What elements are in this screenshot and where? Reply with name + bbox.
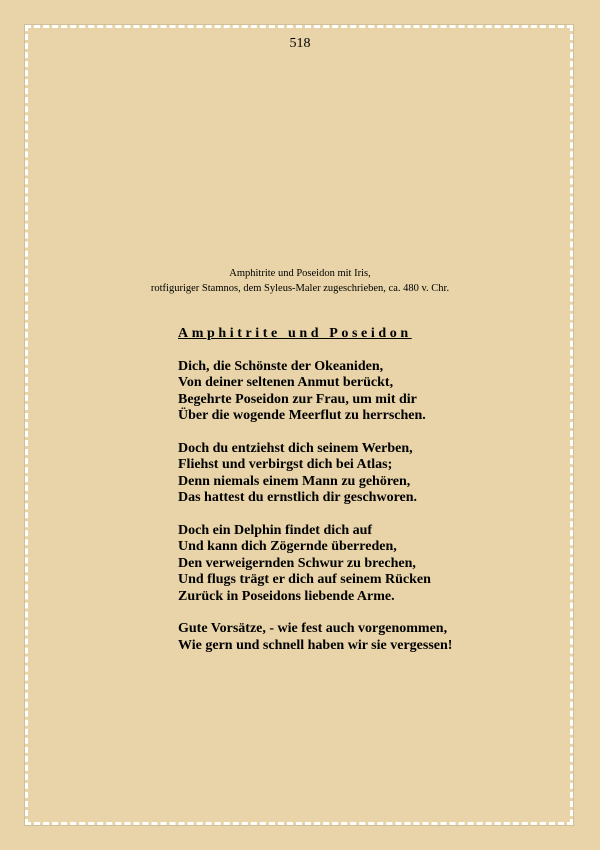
poem-line: Das hattest du ernstlich dir geschworen. xyxy=(178,490,418,506)
poem-line: Gute Vorsätze, - wie fest auch vorgenommen, xyxy=(178,621,448,637)
poem-line: Von deiner seltenen Anmut berückt, xyxy=(178,375,394,391)
poem-title: Amphitrite und Poseidon xyxy=(178,326,412,341)
poem-line: Den verweigernden Schwur zu brechen, xyxy=(178,555,416,571)
page-number: 518 xyxy=(289,36,311,51)
poem-line: Wie gern und schnell haben wir sie vergessen! xyxy=(178,637,453,653)
poem-line: Zurück in Poseidons liebende Arme. xyxy=(178,588,395,604)
poem-line: Über die wogende Meerflut zu herrschen. xyxy=(178,408,426,424)
poem-line: Denn niemals einem Mann zu gehören, xyxy=(178,473,411,489)
poem-line: Und kann dich Zögernde überreden, xyxy=(178,539,397,555)
stanza-3 xyxy=(178,523,452,605)
poem-line: Und flugs trägt er dich auf seinem Rücken xyxy=(178,572,431,588)
poem-line: Begehrte Poseidon zur Frau, um mit dir xyxy=(178,391,417,407)
caption-line-1: Amphitrite und Poseidon mit Iris, xyxy=(229,268,371,279)
poem-body xyxy=(178,359,452,671)
stanza-1 xyxy=(178,359,452,425)
poem-line: Doch du entziehst dich seinem Werben, xyxy=(178,441,413,457)
stanza-2 xyxy=(178,441,452,507)
caption-line-2: rotfiguriger Stamnos, dem Syleus-Maler zugeschrieben, ca. 480 v. Chr. xyxy=(150,283,450,294)
image-caption xyxy=(0,266,600,296)
poem-line: Fliehst und verbirgst dich bei Atlas; xyxy=(178,457,393,473)
poem-line: Doch ein Delphin findet dich auf xyxy=(178,523,373,539)
stanza-4 xyxy=(178,621,452,654)
poem-line: Dich, die Schönste der Okeaniden, xyxy=(178,359,384,374)
